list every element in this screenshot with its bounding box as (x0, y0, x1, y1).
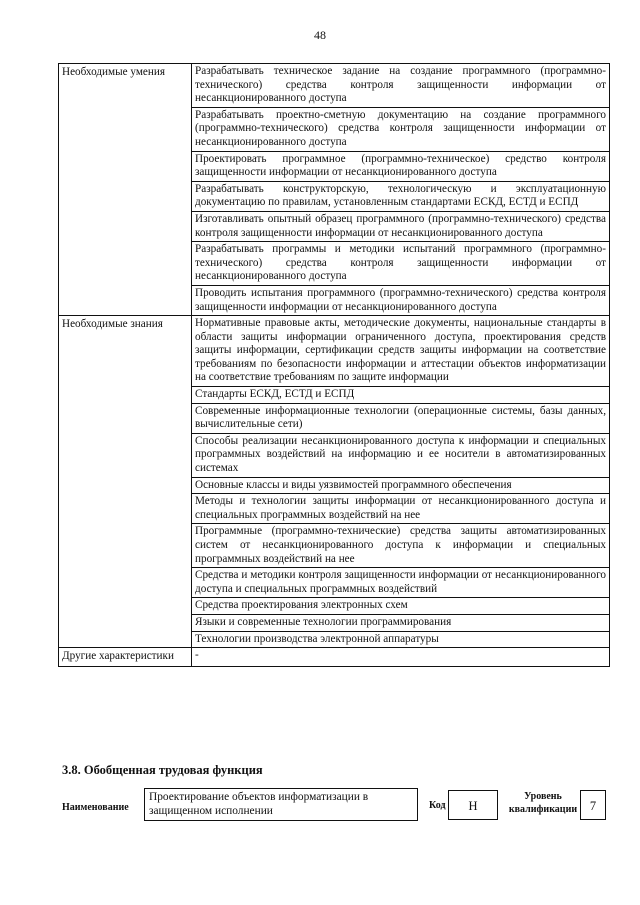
table-cell-item: Разрабатывать техническое задание на создание программного (программно-технического) средства контроля защищенности информации от несанкционированного доступа (192, 64, 610, 108)
table-cell-item: Проектировать программное (программно-техническое) средство контроля защищенности информации от несанкционированного доступа (192, 151, 610, 181)
row-label: Необходимые знания (59, 316, 192, 648)
table-cell-item: Разрабатывать конструкторскую, технологическую и эксплуатационную документацию по правилам, установленным стандартами ЕСКД, ЕСТД и ЕСПД (192, 181, 610, 211)
name-label: Наименование (62, 802, 129, 813)
table-cell-item: Разрабатывать программы и методики испытаний программного (программно-технического) средства контроля защищенности информации от несанкционированного доступа (192, 242, 610, 286)
table-cell-item: Технологии производства электронной аппаратуры (192, 631, 610, 648)
table-cell-item: Методы и технологии защиты информации от несанкционированного доступа и специальных программных воздействий на нее (192, 494, 610, 524)
name-value-box: Проектирование объектов информатизации в защищенном исполнении (144, 788, 418, 821)
table-cell-item: Средства проектирования электронных схем (192, 598, 610, 615)
table-row (59, 648, 610, 667)
table-cell-item: Изготавливать опытный образец программного (программно-технического) средства контроля защищенности информации от несанкционированного доступа (192, 211, 610, 241)
row-label: Необходимые умения (59, 64, 192, 316)
code-label: Код (429, 800, 446, 811)
level-label: Уровень квалификации (508, 791, 578, 815)
level-value-box: 7 (580, 790, 606, 820)
table-cell-item: Языки и современные технологии программирования (192, 614, 610, 631)
table-cell-item: Основные классы и виды уязвимостей программного обеспечения (192, 477, 610, 494)
table-cell-item: Нормативные правовые акты, методические документы, национальные стандарты в области защиты информации ограниченного доступа, проектирования средств защиты информации, сертификации средств защиты информации на соответствие требованиям по безопасности информации и аттестации объектов информатизации на соответствие требованиям по защите информации (192, 316, 610, 387)
code-value-box: H (448, 790, 498, 820)
section-title: 3.8. Обобщенная трудовая функция (62, 763, 263, 777)
table-cell-item: Способы реализации несанкционированного доступа к информации и специальных программных воздействий на информацию и ее носители в автоматизированных системах (192, 433, 610, 477)
table-row (59, 316, 610, 387)
table-cell-item: Проводить испытания программного (программно-технического) средства контроля защищенности информации от несанкционированного доступа (192, 285, 610, 315)
row-label: Другие характеристики (59, 648, 192, 667)
table-cell-item: Средства и методики контроля защищенности информации от несанкционированного доступа и специальных программных воздействий (192, 568, 610, 598)
table-cell-item: - (192, 648, 610, 667)
table-row (59, 64, 610, 108)
function-form (62, 788, 622, 828)
table-cell-item: Стандарты ЕСКД, ЕСТД и ЕСПД (192, 387, 610, 404)
page-number: 48 (314, 28, 326, 42)
table-cell-item: Разрабатывать проектно-сметную документацию на создание программного (программно-технического) средства контроля защищенности информации от несанкционированного доступа (192, 107, 610, 151)
table-cell-item: Современные информационные технологии (операционные системы, базы данных, вычислительные сети) (192, 403, 610, 433)
table-cell-item: Программные (программно-технические) средства защиты автоматизированных систем от несанкционированного доступа к информации и специальных программных воздействий на нее (192, 524, 610, 568)
requirements-table (58, 63, 610, 667)
